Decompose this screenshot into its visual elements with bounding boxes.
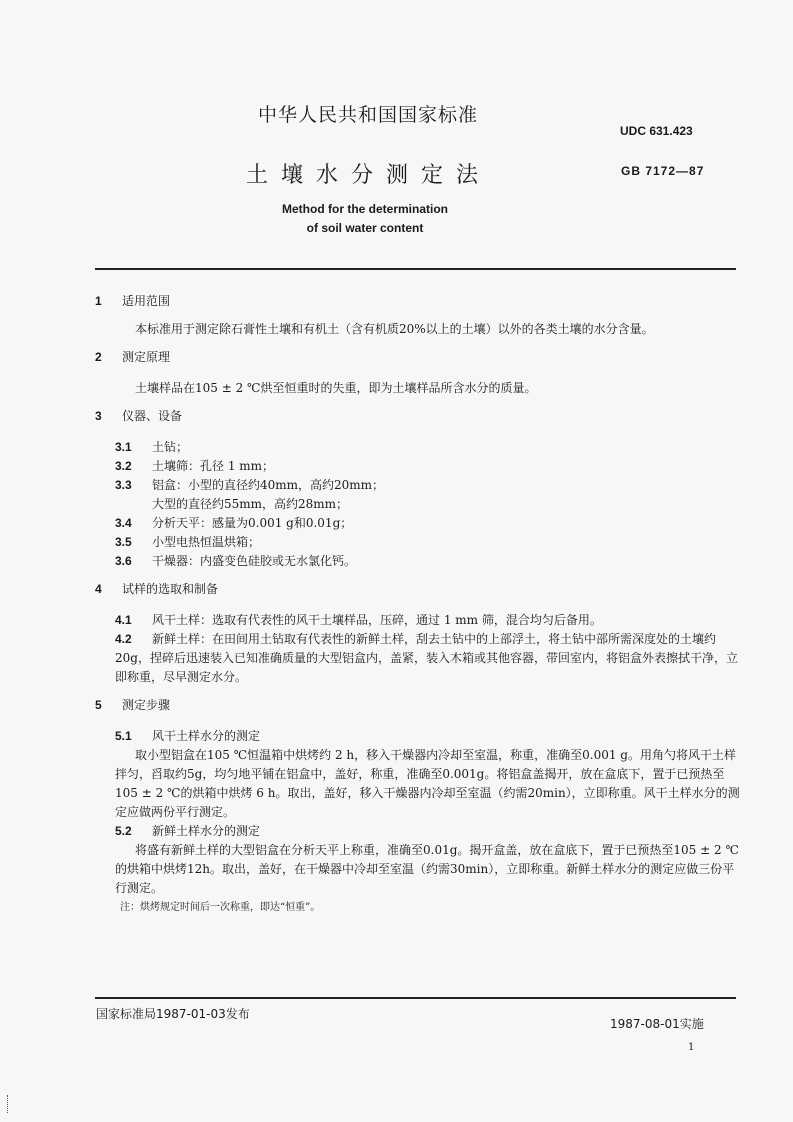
list-item bbox=[95, 630, 745, 687]
section-1-title: 适用范围 bbox=[122, 294, 171, 308]
item-text: 土钻； bbox=[152, 440, 189, 454]
item-text: 新鲜土样：在田间用土钻取有代表性的新鲜土样，刮去土钻中的上部浮土，将土钻中部所需深度处的土壤约20g，捏碎后迅速装入已知准确质量的大型铝盒内，盖紧，装入木箱或其他容器，带回室内，将铝盒外表擦拭干净，立即称重，尽早测定水分。 bbox=[115, 632, 738, 684]
section-5-number: 5 bbox=[95, 698, 102, 712]
issue-date: 国家标准局1987-01-03发布 bbox=[96, 1007, 250, 1021]
subsection-5-2-title: 新鲜土样水分的测定 bbox=[152, 824, 261, 838]
country-standard-heading: 中华人民共和国国家标准 bbox=[258, 104, 479, 126]
list-item bbox=[95, 611, 745, 630]
effective-date: 1987-08-01实施 bbox=[610, 1017, 704, 1031]
section-1-heading bbox=[95, 292, 745, 311]
section-3-heading bbox=[95, 407, 745, 426]
english-title bbox=[200, 200, 530, 238]
section-4-number: 4 bbox=[95, 582, 102, 596]
subsection-5-1-text: 取小型铝盒在105 ℃恒温箱中烘烤约 2 h，移入干燥器内冷却至室温，称重，准确至0.001 g。用角勺将风干土样拌匀，舀取约5g，均匀地平铺在铝盒中，盖好，称重，准确至0.001g。将铝盒盖揭开，放在盒底下，置于已预热至105 ± 2 ℃的烘箱中烘烤 6 h。取出，盖好，移入干燥器内冷却至室温（约需20min），立即称重。风干土样水分的测定应做两份平行测定。 bbox=[115, 748, 740, 819]
subsection-5-1-heading bbox=[95, 727, 745, 746]
list-item bbox=[95, 552, 745, 571]
item-text: 风干土样：选取有代表性的风干土壤样品，压碎，通过 1 mm 筛，混合均匀后备用。 bbox=[152, 613, 602, 627]
item-text: 干燥器：内盛变色硅胶或无水氯化钙。 bbox=[152, 554, 357, 568]
section-4-title: 试样的选取和制备 bbox=[122, 582, 219, 596]
subsection-5-2-text: 将盛有新鲜土样的大型铝盒在分析天平上称重，准确至0.01g。揭开盒盖，放在盒底下，置于已预热至105 ± 2 ℃的烘箱中烘烤12h。取出，盖好，在干燥器中冷却至室温（约需30min），立即称重。新鲜土样水分的测定应做三份平行测定。 bbox=[115, 843, 739, 895]
section-2-text: 土壤样品在105 ± 2 ℃烘至恒重时的失重，即为土壤样品所含水分的质量。 bbox=[135, 381, 537, 395]
item-number: 3.4 bbox=[115, 516, 132, 530]
section-3-number: 3 bbox=[95, 409, 102, 423]
english-title-line-1: Method for the determination bbox=[282, 202, 448, 216]
item-text bbox=[152, 476, 745, 514]
item-number: 3.2 bbox=[115, 459, 132, 473]
udc-code: UDC 631.423 bbox=[620, 124, 693, 138]
bottom-divider bbox=[95, 997, 736, 999]
item-text-line-2: 大型的直径约55mm，高约28mm； bbox=[152, 497, 349, 511]
note-text: 注：烘烤规定时间后一次称重，即达“恒重”。 bbox=[120, 902, 321, 913]
document-title: 土壤水分测定法 bbox=[246, 163, 492, 188]
document-body bbox=[95, 292, 745, 917]
section-4-heading bbox=[95, 580, 745, 599]
section-2-title: 测定原理 bbox=[122, 350, 171, 364]
section-1-text: 本标准用于测定除石膏性土壤和有机土（含有机质20%以上的土壤）以外的各类土壤的水分含量。 bbox=[135, 322, 654, 336]
item-number: 3.1 bbox=[115, 440, 132, 454]
section-5-heading bbox=[95, 696, 745, 715]
list-item bbox=[95, 514, 745, 533]
item-text: 土壤筛：孔径 1 mm； bbox=[152, 459, 275, 473]
english-title-line-2: of soil water content bbox=[306, 221, 424, 235]
item-text-line-1: 铝盒：小型的直径约40mm，高约20mm； bbox=[152, 478, 385, 492]
item-text: 分析天平：感量为0.001 g和0.01g； bbox=[152, 516, 353, 530]
list-item bbox=[95, 533, 745, 552]
subsection-5-2-number: 5.2 bbox=[115, 824, 132, 838]
subsection-5-1-number: 5.1 bbox=[115, 729, 132, 743]
page-number: 1 bbox=[688, 1042, 695, 1053]
list-item bbox=[95, 438, 745, 457]
item-text: 小型电热恒温烘箱； bbox=[152, 535, 261, 549]
item-number: 4.1 bbox=[115, 613, 132, 627]
item-number: 3.3 bbox=[115, 478, 132, 492]
gb-code: GB 7172—87 bbox=[621, 164, 705, 178]
section-2-heading bbox=[95, 348, 745, 367]
section-2-number: 2 bbox=[95, 350, 102, 364]
section-3-title: 仪器、设备 bbox=[122, 409, 183, 423]
item-number: 3.5 bbox=[115, 535, 132, 549]
section-1-number: 1 bbox=[95, 294, 102, 308]
subsection-5-1-title: 风干土样水分的测定 bbox=[152, 729, 261, 743]
list-item bbox=[95, 457, 745, 476]
section-5-title: 测定步骤 bbox=[122, 698, 171, 712]
scan-margin-mark bbox=[7, 1095, 10, 1113]
subsection-5-2-heading bbox=[95, 822, 745, 841]
list-item bbox=[95, 476, 745, 514]
item-number: 3.6 bbox=[115, 554, 132, 568]
item-number: 4.2 bbox=[115, 632, 132, 646]
top-divider bbox=[95, 268, 736, 270]
